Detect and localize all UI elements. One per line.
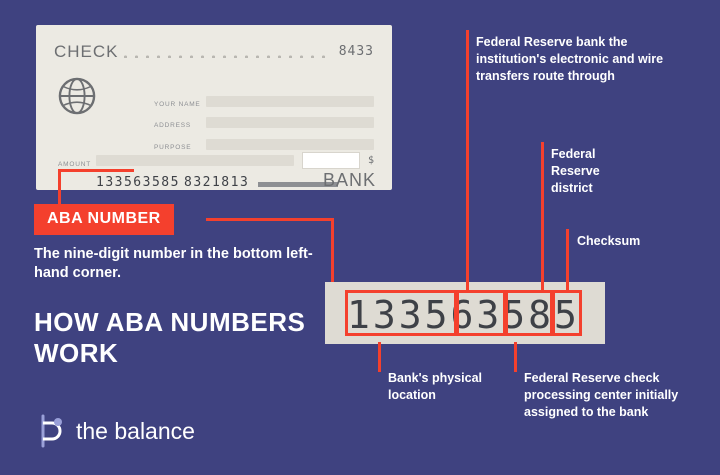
dollar-sign: $ xyxy=(367,155,374,166)
check-illustration xyxy=(36,25,392,190)
check-title: CHECK xyxy=(54,42,119,61)
callout-checksum: Checksum xyxy=(577,234,641,248)
callout-federal-reserve-district: Federal Reserve district xyxy=(551,147,600,195)
page-title: HOW ABA NUMBERS WORK xyxy=(34,307,306,368)
leader-line-federal-reserve-district xyxy=(541,142,544,292)
highlight-box-processing-center xyxy=(505,290,553,336)
check-routing-number: 133563585 xyxy=(96,175,180,190)
brand-name: the balance xyxy=(76,417,195,444)
field-label-purpose: PURPOSE xyxy=(154,144,192,151)
field-input-purpose[interactable] xyxy=(206,139,374,150)
aba-number-badge: ABA NUMBER xyxy=(34,204,174,235)
check-number: 8433 xyxy=(338,44,374,59)
leader-line-federal-reserve-bank xyxy=(466,30,469,292)
field-input-amount-box[interactable] xyxy=(302,152,360,169)
leader-line-physical-location xyxy=(378,342,381,372)
leader-line-checksum xyxy=(566,229,569,293)
check-account-number: 8321813 xyxy=(184,175,250,190)
field-input-your-name[interactable] xyxy=(206,96,374,107)
callout-bank-physical-location: Bank's physical location xyxy=(388,371,482,402)
aba-badge-connector-vertical xyxy=(58,172,61,205)
callout-federal-reserve-bank: Federal Reserve bank the institution's electronic and wire transfers route through xyxy=(476,35,664,83)
highlight-box-federal-reserve-bank xyxy=(456,290,506,336)
brand-logo xyxy=(36,414,195,448)
callout-processing-center: Federal Reserve check processing center initially assigned to the bank xyxy=(524,371,679,419)
field-label-address: ADDRESS xyxy=(154,122,192,129)
field-label-amount: AMOUNT xyxy=(58,161,91,168)
highlight-box-physical-location xyxy=(345,290,457,336)
routing-number-underline xyxy=(58,169,134,172)
aba-description: The nine-digit number in the bottom left-hand corner. xyxy=(34,246,313,281)
globe-icon xyxy=(58,77,96,115)
highlight-box-checksum xyxy=(552,290,582,336)
field-label-your-name: YOUR NAME xyxy=(154,101,201,108)
check-dotted-rule xyxy=(120,55,330,58)
check-bank-word: BANK xyxy=(322,170,376,190)
field-input-amount-words[interactable] xyxy=(96,155,294,166)
aba-number-digits: 133563585 xyxy=(347,293,580,337)
balance-logo-icon xyxy=(36,414,66,448)
aba-badge-connector-horizontal xyxy=(206,218,334,221)
field-input-address[interactable] xyxy=(206,117,374,128)
leader-line-processing-center xyxy=(514,342,517,372)
